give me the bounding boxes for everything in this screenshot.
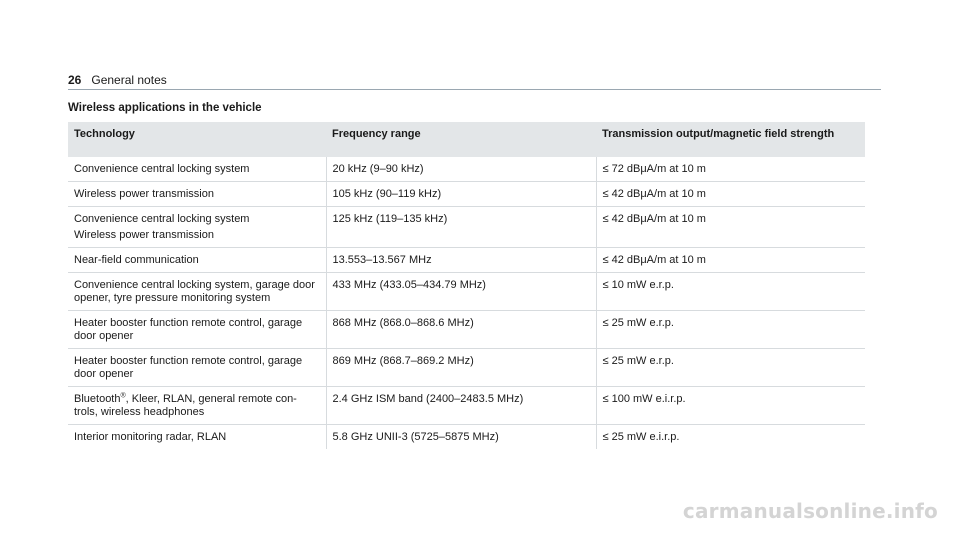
wireless-applications-table — [68, 122, 865, 449]
page-number: 26 — [68, 73, 82, 87]
output-cell: ≤ 25 mW e.i.r.p. — [596, 425, 865, 450]
technology-cell — [68, 387, 326, 425]
table-row — [68, 425, 865, 450]
technology-cell — [68, 349, 326, 387]
technology-text: Heater booster function remote control, garage door opener — [74, 317, 303, 342]
technology-text: , Kleer, RLAN, general remote con- trols, wireless headphones — [74, 393, 297, 418]
site-watermark: carmanualsonline.info — [682, 499, 938, 523]
table-header-row — [68, 122, 865, 157]
frequency-cell: 868 MHz (868.0–868.6 MHz) — [326, 311, 596, 349]
table-row — [68, 311, 865, 349]
output-cell: ≤ 100 mW e.i.r.p. — [596, 387, 865, 425]
technology-text: Interior monitoring radar, RLAN — [74, 431, 227, 443]
output-cell: ≤ 25 mW e.r.p. — [596, 349, 865, 387]
technology-text: Wireless power transmission — [74, 229, 214, 241]
technology-text: Wireless power transmission — [74, 188, 214, 200]
output-cell: ≤ 10 mW e.r.p. — [596, 273, 865, 311]
table-row — [68, 182, 865, 207]
frequency-cell: 20 kHz (9–90 kHz) — [326, 157, 596, 182]
technology-cell — [68, 182, 326, 207]
table-row — [68, 387, 865, 425]
registered-mark: ® — [120, 392, 126, 400]
technology-cell — [68, 311, 326, 349]
frequency-cell: 125 kHz (119–135 kHz) — [326, 207, 596, 248]
technology-cell — [68, 207, 326, 248]
frequency-cell: 2.4 GHz ISM band (2400–2483.5 MHz) — [326, 387, 596, 425]
table-row — [68, 349, 865, 387]
table-row — [68, 207, 865, 248]
frequency-cell: 433 MHz (433.05–434.79 MHz) — [326, 273, 596, 311]
table-row — [68, 157, 865, 182]
column-header-frequency: Frequency range — [326, 122, 596, 157]
output-cell: ≤ 25 mW e.r.p. — [596, 311, 865, 349]
technology-cell — [68, 248, 326, 273]
frequency-cell: 869 MHz (868.7–869.2 MHz) — [326, 349, 596, 387]
table-row — [68, 248, 865, 273]
technology-cell — [68, 157, 326, 182]
technology-text: Bluetooth — [74, 393, 121, 405]
output-cell: ≤ 42 dBμA/m at 10 m — [596, 182, 865, 207]
technology-text: Convenience central locking system, garage door opener, tyre pressure monitoring system — [74, 279, 315, 304]
technology-text: Heater booster function remote control, garage door opener — [74, 355, 303, 380]
technology-text: Convenience central locking system — [74, 213, 250, 225]
section-title: Wireless applications in the vehicle — [68, 102, 262, 114]
technology-cell — [68, 273, 326, 311]
page-header — [68, 73, 167, 87]
table-row — [68, 273, 865, 311]
frequency-cell: 13.553–13.567 MHz — [326, 248, 596, 273]
output-cell: ≤ 42 dBμA/m at 10 m — [596, 207, 865, 248]
running-section-title: General notes — [91, 73, 167, 87]
technology-cell — [68, 425, 326, 450]
header-divider — [68, 89, 881, 90]
column-header-output: Transmission output/magnetic field strength — [596, 122, 865, 157]
technology-text: Convenience central locking system — [74, 163, 250, 175]
output-cell: ≤ 42 dBμA/m at 10 m — [596, 248, 865, 273]
frequency-cell: 5.8 GHz UNII-3 (5725–5875 MHz) — [326, 425, 596, 450]
column-header-technology: Technology — [68, 122, 326, 157]
output-cell: ≤ 72 dBμA/m at 10 m — [596, 157, 865, 182]
technology-text: Near-field communication — [74, 254, 199, 266]
frequency-cell: 105 kHz (90–119 kHz) — [326, 182, 596, 207]
